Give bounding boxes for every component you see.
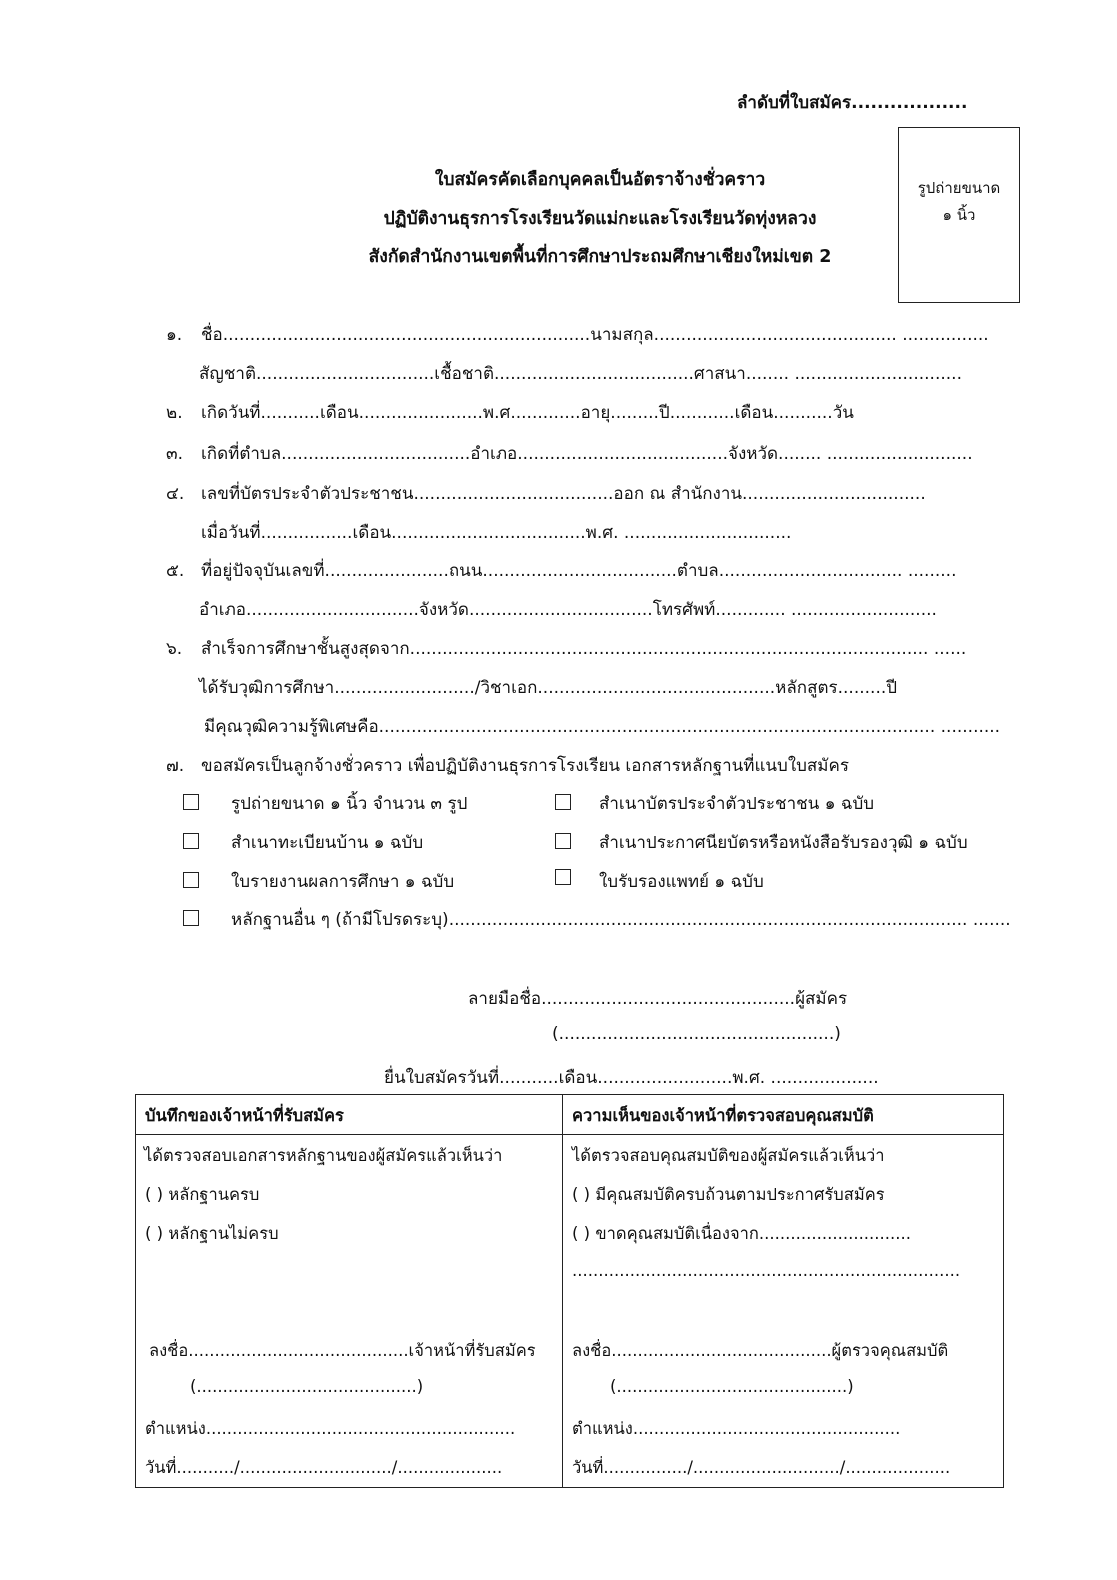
item-number-3: ๓. [166, 444, 184, 464]
submission-date[interactable]: ยื่นใบสมัครวันที่...........เดือน.........................พ.ศ. .................... [384, 1068, 879, 1088]
right-printed-name[interactable]: (............................................) [610, 1377, 854, 1396]
doc-label-medical-certificate: ใบรับรองแพทย์ ๑ ฉบับ [599, 872, 764, 892]
field-name-surname[interactable]: ชื่อ....................................................................นามสกุล............................................. ................ [201, 325, 989, 345]
field-education-institution[interactable]: สำเร็จการศึกษาชั้นสูงสุดจาก................................................................................................ ...... [201, 639, 967, 659]
right-unqualified-reason[interactable]: .......................................................................... [572, 1261, 961, 1280]
photo-label-inch: ๑ นิ้ว [942, 206, 976, 224]
photo-label-size: รูปถ่ายขนาด [917, 179, 1001, 197]
title-line-1: ใบสมัครคัดเลือกบุคคลเป็นอัตราจ้างชั่วคราว [434, 170, 766, 190]
right-position[interactable]: ตำแหน่ง................................................... [572, 1419, 901, 1438]
right-date[interactable]: วันที่................/............................/.................... [572, 1458, 951, 1477]
right-option-unqualified[interactable]: ( ) ขาดคุณสมบัติเนื่องจาก............................. [572, 1224, 912, 1243]
doc-label-other-documents[interactable]: หลักฐานอื่น ๆ (ถ้ามีโปรดระบุ)................................................................................................ ....... [231, 910, 1011, 930]
left-signature[interactable]: ลงชื่อ..........................................เจ้าหน้าที่รับสมัคร [149, 1341, 536, 1360]
checkbox-house-registration[interactable] [183, 833, 199, 849]
application-number: ลำดับที่ใบสมัคร.................. [737, 93, 968, 113]
field-birthdate-age[interactable]: เกิดวันที่...........เดือน.......................พ.ศ.............อายุ.........ปี............เดือน...........วัน [201, 403, 854, 423]
checkbox-id-card-copy[interactable] [555, 794, 571, 810]
left-option-incomplete[interactable]: ( ) หลักฐานไม่ครบ [145, 1224, 279, 1243]
right-option-qualified[interactable]: ( ) มีคุณสมบัติครบถ้วนตามประกาศรับสมัคร [572, 1185, 885, 1204]
checkbox-other-documents[interactable] [183, 910, 199, 926]
doc-label-house-registration: สำเนาทะเบียนบ้าน ๑ ฉบับ [231, 833, 424, 853]
left-column-header: บันทึกของเจ้าหน้าที่รับสมัคร [145, 1106, 344, 1125]
doc-label-id-card-copy: สำเนาบัตรประจำตัวประชาชน ๑ ฉบับ [599, 794, 875, 814]
field-degree-major[interactable]: ได้รับวุฒิการศึกษา........................../วิชาเอก............................................หลักสูตร.........ปี [199, 678, 898, 698]
checkbox-medical-certificate[interactable] [555, 869, 571, 885]
right-signature[interactable]: ลงชื่อ..........................................ผู้ตรวจคุณสมบัติ [572, 1341, 949, 1360]
field-address-district-phone[interactable]: อำเภอ................................จังหวัด..................................โทรศัพท์............. ........................... [199, 600, 937, 620]
field-address[interactable]: ที่อยู่ปัจจุบันเลขที่.......................ถนน....................................ตำบล.................................. ......... [201, 561, 957, 581]
photo-box [898, 127, 1020, 303]
checkbox-transcript[interactable] [183, 872, 199, 888]
right-column-header: ความเห็นของเจ้าหน้าที่ตรวจสอบคุณสมบัติ [572, 1106, 874, 1125]
left-intro: ได้ตรวจสอบเอกสารหลักฐานของผู้สมัครแล้วเห็นว่า [144, 1146, 503, 1165]
item-number-7: ๗. [166, 756, 185, 776]
item-number-1: ๑. [166, 325, 183, 345]
left-date[interactable]: วันที่.........../............................./.................... [145, 1458, 503, 1477]
left-position[interactable]: ตำแหน่ง........................................................... [145, 1419, 516, 1438]
left-option-complete[interactable]: ( ) หลักฐานครบ [145, 1185, 260, 1204]
officer-record-table [135, 1094, 1004, 1488]
item-number-6: ๖. [166, 639, 183, 659]
table-divider-vertical [562, 1095, 563, 1487]
applicant-signature[interactable]: ลายมือชื่อ...............................................ผู้สมัคร [468, 989, 848, 1009]
doc-label-photo: รูปถ่ายขนาด ๑ นิ้ว จำนวน ๓ รูป [231, 794, 468, 814]
field-id-card-issue-date[interactable]: เมื่อวันที่.................เดือน....................................พ.ศ. ............................... [201, 523, 792, 543]
table-divider-horizontal [136, 1134, 1003, 1135]
field-nationality-religion[interactable]: สัญชาติ.................................เชื้อชาติ.....................................ศาสนา........ ............................... [199, 364, 962, 384]
doc-label-transcript: ใบรายงานผลการศึกษา ๑ ฉบับ [231, 872, 455, 892]
title-line-3: สังกัดสำนักงานเขตพื้นที่การศึกษาประถมศึกษาเชียงใหม่เขต 2 [368, 247, 832, 267]
doc-label-certificate: สำเนาประกาศนียบัตรหรือหนังสือรับรองวุฒิ ๑ ฉบับ [599, 833, 968, 853]
field-id-card[interactable]: เลขที่บัตรประจำตัวประชาชน.....................................ออก ณ สำนักงาน.................................. [201, 484, 926, 504]
documents-heading: ขอสมัครเป็นลูกจ้างชั่วคราว เพื่อปฏิบัติงานธุรการโรงเรียน เอกสารหลักฐานที่แนบใบสมัคร [201, 756, 850, 776]
right-intro: ได้ตรวจสอบคุณสมบัติของผู้สมัครแล้วเห็นว่า [572, 1146, 885, 1165]
item-number-4: ๔. [166, 484, 185, 504]
checkbox-certificate[interactable] [555, 833, 571, 849]
field-special-qualification[interactable]: มีคุณวุฒิความรู้พิเศษคือ....................................................................................................... ........... [204, 717, 1001, 737]
item-number-2: ๒. [166, 403, 183, 423]
title-line-2: ปฏิบัติงานธุรการโรงเรียนวัดแม่กะและโรงเรียนวัดทุ่งหลวง [383, 209, 817, 229]
item-number-5: ๕. [166, 561, 185, 581]
checkbox-photo[interactable] [183, 794, 199, 810]
applicant-printed-name[interactable]: (...................................................) [552, 1024, 841, 1044]
field-birthplace[interactable]: เกิดที่ตำบล...................................อำเภอ.......................................จังหวัด........ ........................... [201, 444, 973, 464]
left-printed-name[interactable]: (..........................................) [190, 1377, 424, 1396]
